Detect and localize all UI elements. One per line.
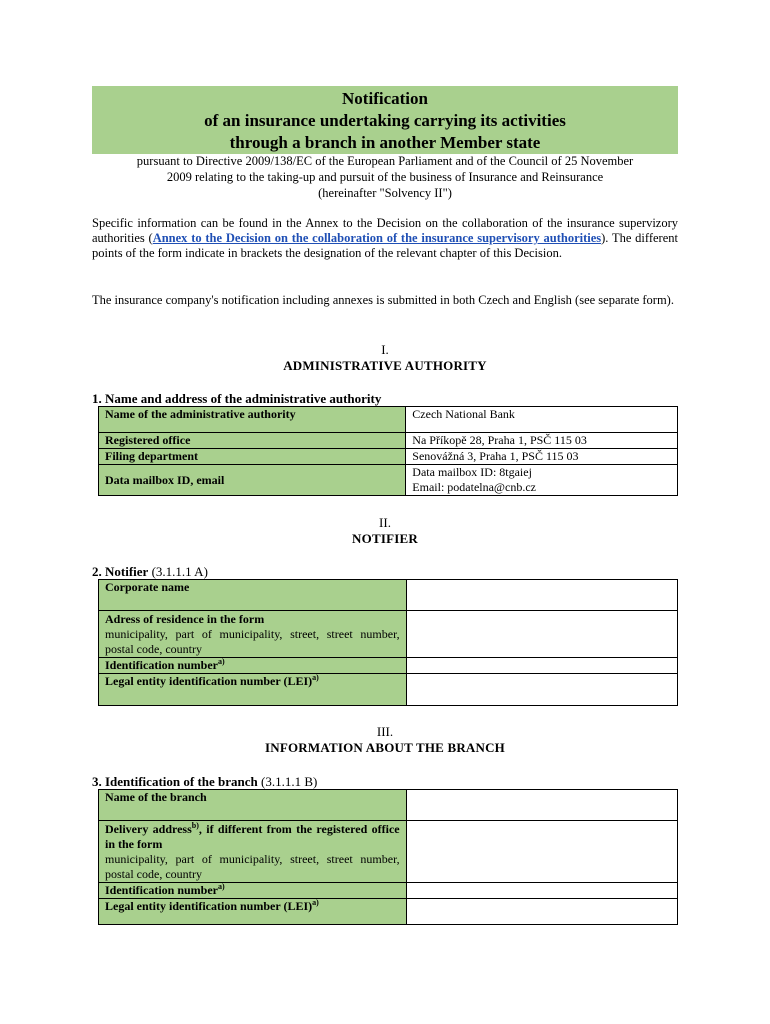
annex-decision-link[interactable]: Annex to the Decision on the collaboration of the insurance supervisory authorities [152, 231, 602, 245]
subtitle-line-2: 2009 relating to the taking-up and pursuit of the business of Insurance and Reinsurance [166, 170, 604, 184]
lei-input[interactable] [406, 674, 677, 706]
administrative-authority-table [98, 406, 678, 496]
registered-office-value: Na Příkopě 28, Praha 1, PSČ 115 03 [406, 433, 678, 449]
table-row [99, 658, 678, 674]
authority-name-value: Czech National Bank [406, 407, 678, 433]
notifier-table [98, 579, 678, 706]
lei-label: Legal entity identification number (LEI)$^{a)}$ [99, 674, 407, 706]
title-line-1: Notification [342, 89, 428, 108]
title-line-3: through a branch in another Member state [229, 133, 541, 152]
table-row [99, 674, 678, 706]
authority-name-label: Name of the administrative authority [99, 407, 406, 433]
delivery-address-label: Delivery address$^{b)}$, if different from the registered office in the form municipality, part of municipality, street, street number, postal code, country [99, 821, 407, 883]
table-row [99, 883, 678, 899]
section-3-number: III. [376, 724, 394, 739]
question-3-text: 3. Identification of the branch [92, 774, 258, 789]
residence-address-input[interactable] [406, 611, 677, 658]
table-row [99, 821, 678, 883]
branch-table [98, 789, 678, 925]
mailbox-email: Email: podatelna@cnb.cz [412, 480, 536, 494]
document-title [92, 86, 678, 154]
identification-number-label: Identification number$^{a)}$ [99, 658, 407, 674]
branch-lei-label: Legal entity identification number (LEI)$^{a)}$ [99, 899, 407, 925]
question-2-heading [92, 564, 208, 580]
section-2-number: II. [379, 515, 391, 530]
intro-paragraph-2: The insurance company's notification including annexes is submitted in both Czech and English (see separate form). [92, 293, 674, 307]
table-row [99, 899, 678, 925]
table-row [99, 611, 678, 658]
title-line-2: of an insurance undertaking carrying its activities [204, 111, 566, 130]
subtitle-line-3: (hereinafter "Solvency II") [318, 186, 452, 200]
branch-name-label: Name of the branch [99, 790, 407, 821]
intro-paragraph-1 [92, 216, 678, 261]
filing-department-value: Senovážná 3, Praha 1, PSČ 115 03 [406, 449, 678, 465]
corporate-name-label: Corporate name [99, 580, 407, 611]
registered-office-label: Registered office [99, 433, 406, 449]
intro-text-before-link: Specific information can be found in the Annex to the Decision on the collaboration of the insurance supervizory authorities ( [92, 216, 678, 245]
mailbox-id: Data mailbox ID: 8tgaiej [412, 465, 532, 479]
delivery-address-input[interactable] [406, 821, 677, 883]
question-2-text: 2. Notifier [92, 564, 149, 579]
mailbox-label: Data mailbox ID, email [99, 465, 406, 496]
section-1-title: ADMINISTRATIVE AUTHORITY [283, 358, 487, 373]
section-3-title: INFORMATION ABOUT THE BRANCH [265, 740, 505, 755]
table-row [99, 433, 678, 449]
question-1-text: 1. Name and address of the administrative authority [92, 391, 382, 406]
branch-name-input[interactable] [406, 790, 677, 821]
corporate-name-input[interactable] [406, 580, 677, 611]
table-row [99, 407, 678, 433]
question-3-heading [92, 774, 317, 790]
table-row [99, 790, 678, 821]
intro-text-after-link: ). The different points of the form indicate in brackets the designation of the relevant chapter of this Decision. [92, 231, 678, 260]
question-2-reference: (3.1.1.1 A) [148, 564, 208, 579]
table-row [99, 449, 678, 465]
table-row [99, 465, 678, 496]
identification-number-input[interactable] [406, 658, 677, 674]
mailbox-value [406, 465, 678, 496]
section-2-title: NOTIFIER [352, 531, 418, 546]
subtitle-line-1: pursuant to Directive 2009/138/EC of the European Parliament and of the Council of 25 November [136, 154, 634, 168]
table-row [99, 580, 678, 611]
document-subtitle [92, 153, 678, 201]
residence-address-label: Adress of residence in the form municipality, part of municipality, street, street number, postal code, country [99, 611, 407, 658]
section-1-number: I. [381, 342, 389, 357]
filing-department-label: Filing department [99, 449, 406, 465]
question-3-reference: (3.1.1.1 B) [257, 774, 318, 789]
branch-identification-number-input[interactable] [406, 883, 677, 899]
branch-lei-input[interactable] [406, 899, 677, 925]
branch-identification-number-label: Identification number$^{a)}$ [99, 883, 407, 899]
question-1-heading [92, 391, 381, 407]
